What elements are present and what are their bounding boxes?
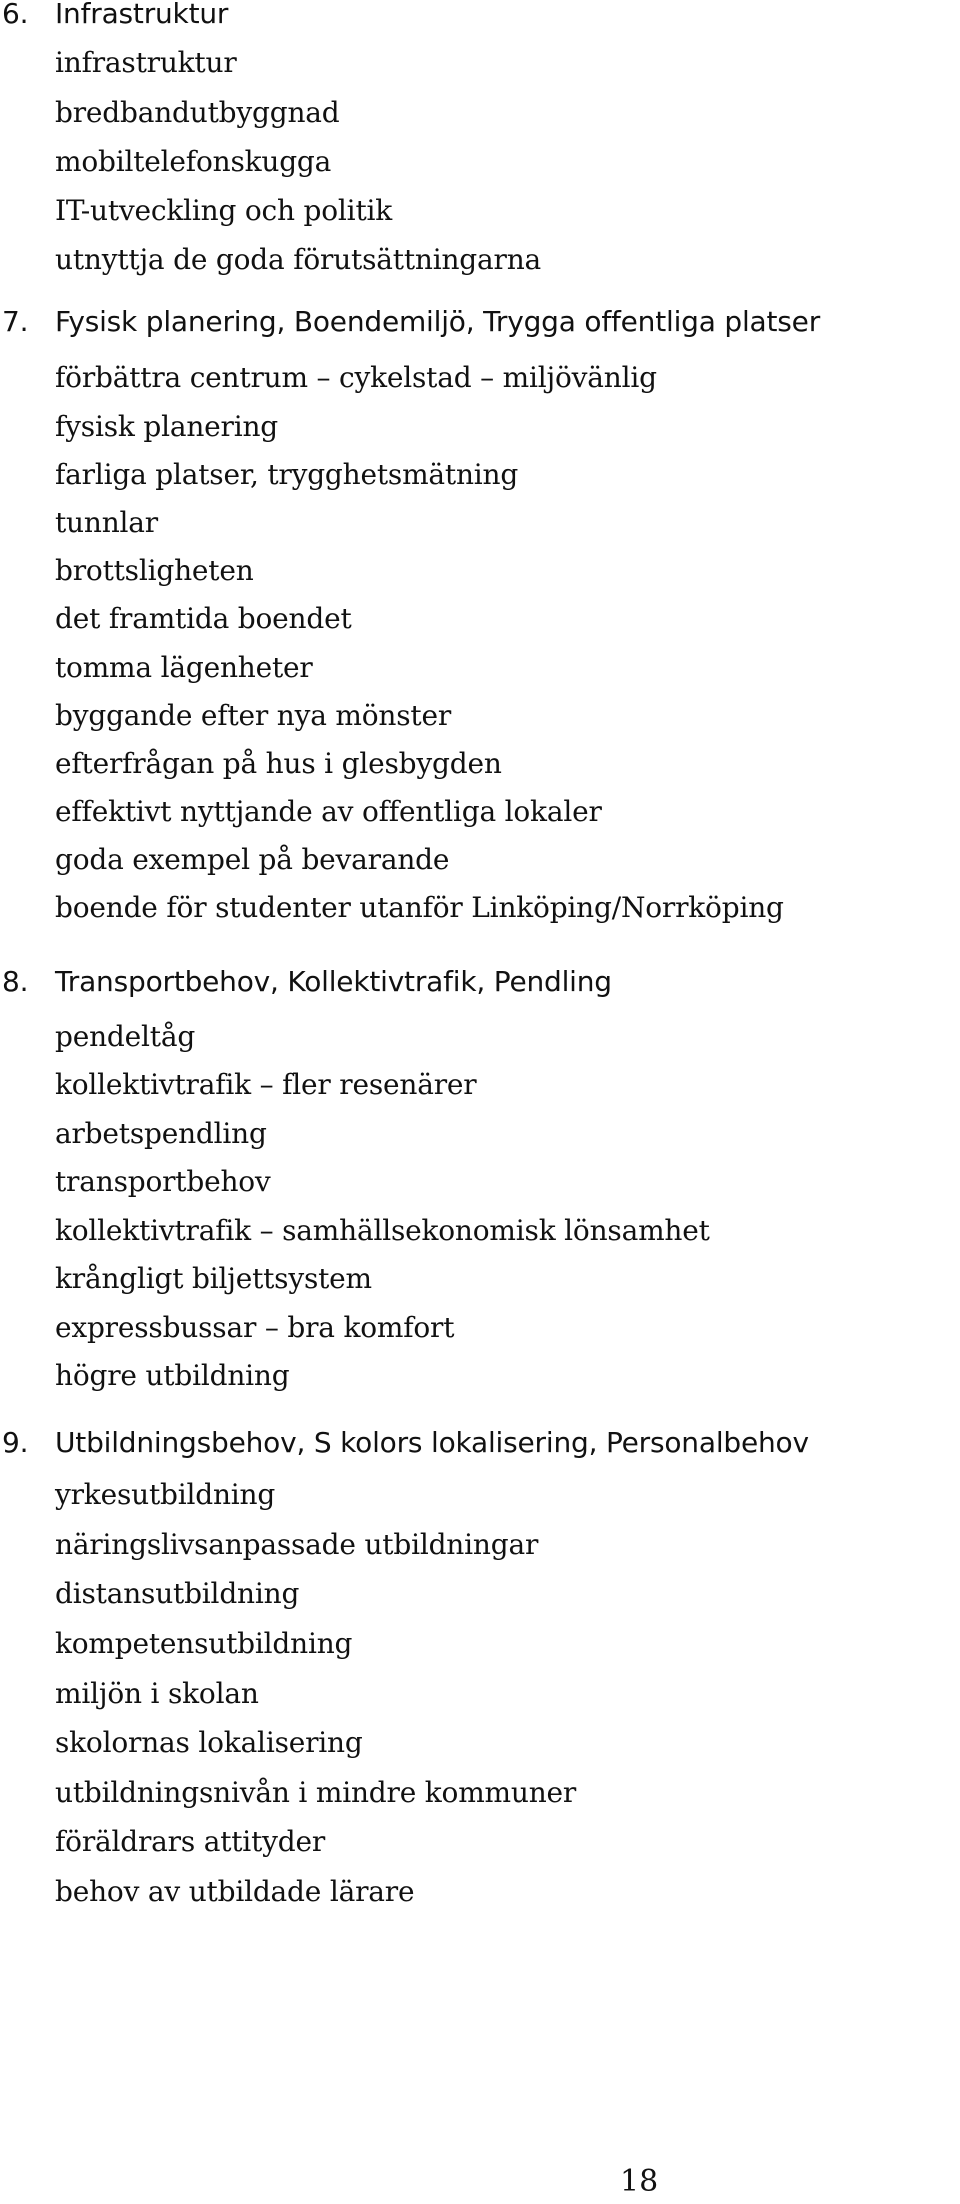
section-number: 7. [2, 305, 29, 338]
list-item: boende för studenter utanför Linköping/Norrköping [55, 891, 784, 924]
list-item: kollektivtrafik – samhällsekonomisk lönsamhet [55, 1214, 710, 1247]
list-item: det framtida boendet [55, 602, 352, 635]
list-item: effektivt nyttjande av offentliga lokaler [55, 795, 602, 828]
list-item: pendeltåg [55, 1020, 196, 1053]
list-item: tomma lägenheter [55, 651, 313, 684]
section-title: Transportbehov, Kollektivtrafik, Pendling [55, 965, 612, 998]
list-item: expressbussar – bra komfort [55, 1311, 455, 1344]
list-item: yrkesutbildning [55, 1478, 276, 1511]
list-item: utbildningsnivån i mindre kommuner [55, 1776, 577, 1809]
list-item: IT-utveckling och politik [55, 194, 393, 227]
list-item: skolornas lokalisering [55, 1726, 363, 1759]
list-item: fysisk planering [55, 410, 279, 443]
list-item: farliga platser, trygghetsmätning [55, 458, 519, 491]
list-item: kompetensutbildning [55, 1627, 353, 1660]
list-item: mobiltelefonskugga [55, 145, 332, 178]
section-number: 9. [2, 1426, 29, 1459]
page-number: 18 [620, 2164, 659, 2199]
list-item: distansutbildning [55, 1577, 300, 1610]
list-item: goda exempel på bevarande [55, 843, 450, 876]
list-item: krångligt biljettsystem [55, 1262, 372, 1295]
list-item: näringslivsanpassade utbildningar [55, 1528, 539, 1561]
section-title: Infrastruktur [55, 0, 229, 30]
section-title: Fysisk planering, Boendemiljö, Trygga offentliga platser [55, 305, 821, 338]
list-item: byggande efter nya mönster [55, 699, 452, 732]
list-item: transportbehov [55, 1165, 271, 1198]
list-item: miljön i skolan [55, 1677, 259, 1710]
section-number: 6. [2, 0, 29, 30]
list-item: brottsligheten [55, 554, 254, 587]
list-item: efterfrågan på hus i glesbygden [55, 747, 502, 780]
list-item: behov av utbildade lärare [55, 1875, 415, 1908]
list-item: förbättra centrum – cykelstad – miljövänlig [55, 361, 657, 394]
list-item: arbetspendling [55, 1117, 267, 1150]
section-number: 8. [2, 965, 29, 998]
list-item: föräldrars attityder [55, 1825, 326, 1858]
list-item: infrastruktur [55, 46, 237, 79]
section-title: Utbildningsbehov, S kolors lokalisering, Personalbehov [55, 1426, 809, 1459]
list-item: kollektivtrafik – fler resenärer [55, 1068, 477, 1101]
list-item: högre utbildning [55, 1359, 290, 1392]
list-item: tunnlar [55, 506, 158, 539]
list-item: utnyttja de goda förutsättningarna [55, 243, 542, 276]
list-item: bredbandutbyggnad [55, 96, 340, 129]
